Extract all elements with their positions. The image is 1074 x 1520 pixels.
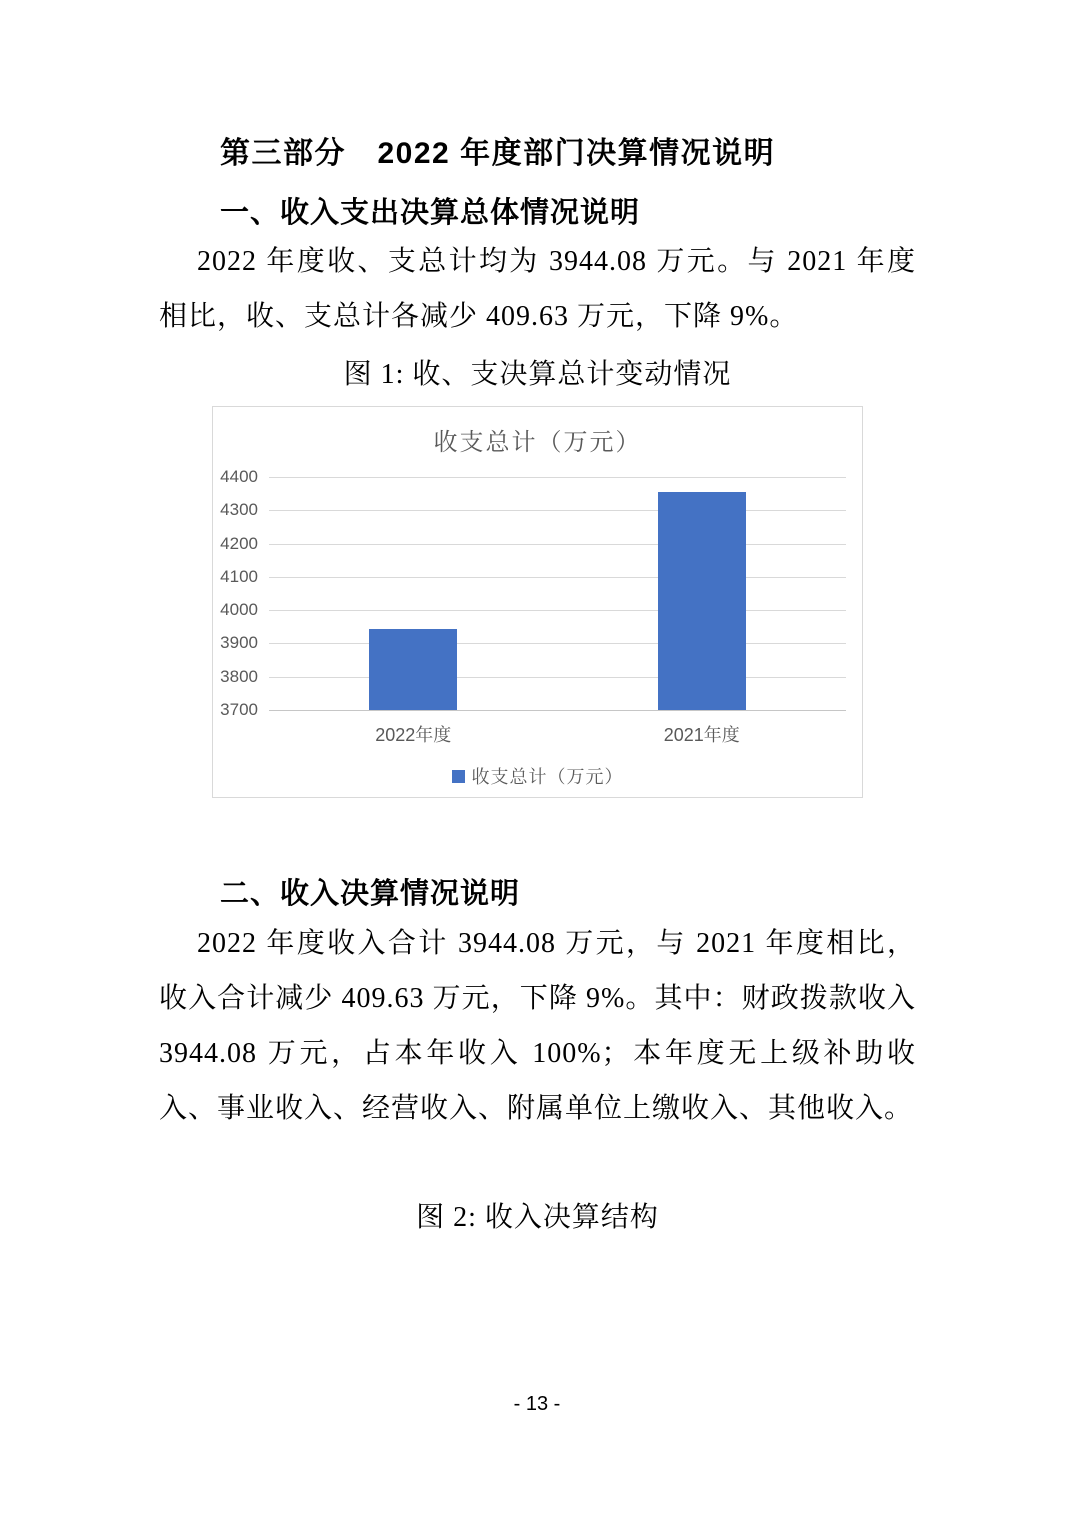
page-number: - 13 -: [513, 1393, 561, 1415]
y-tick-label: 4000: [220, 600, 258, 620]
gridline: [269, 544, 846, 545]
y-tick-label: 4200: [220, 533, 258, 553]
gridline: [269, 643, 846, 644]
y-tick-label: 3800: [220, 666, 258, 686]
figure1-caption: 图 1: 收、支决算总计变动情况: [343, 359, 732, 390]
bar-chart-figure: [212, 406, 863, 798]
gridline: [269, 677, 846, 678]
section1-heading: 一、收入支出决算总体情况说明: [220, 197, 641, 229]
chart-title: 收支总计（万元）: [433, 429, 642, 456]
gridline: [269, 577, 846, 578]
figure2-caption: 图 2: 收入决算结构: [416, 1202, 659, 1233]
doc-title: 第三部分 2022 年度部门决算情况说明: [220, 137, 776, 170]
bar-2022年度: [369, 629, 457, 710]
legend-label: 收支总计（万元）: [471, 767, 624, 787]
gridline: [269, 477, 846, 478]
legend-swatch: [452, 770, 465, 783]
gridline: [269, 610, 846, 611]
y-tick-label: 3700: [220, 700, 258, 719]
section1-paragraph: 2022 年度收、支总计均为 3944.08 万元。与 2021 年度相比，收、支总计各减少 409.63 万元，下降 9%。: [159, 246, 916, 332]
y-tick-label: 4400: [220, 467, 258, 486]
bar-2021年度: [658, 492, 746, 710]
x-category-label: 2021年度: [663, 725, 740, 745]
chart-legend: [213, 763, 862, 789]
section2-heading: 二、收入决算情况说明: [220, 878, 521, 910]
y-tick-label: 3900: [220, 633, 258, 653]
gridline: [269, 510, 846, 511]
y-tick-label: 4100: [220, 566, 258, 586]
plot-area: [220, 467, 846, 745]
y-tick-label: 4300: [220, 500, 258, 520]
section2-paragraph: 2022 年度收入合计 3944.08 万元，与 2021 年度相比，收入合计减少 409.63 万元，下降 9%。其中：财政拨款收入 3944.08 万元，占本年收入 100%；本年度无上级补助收入、事业收入、经营收入、附属单位上缴收入、其他收入。: [159, 928, 916, 1124]
x-category-label: 2022年度: [375, 725, 452, 745]
gridline: [269, 710, 846, 711]
